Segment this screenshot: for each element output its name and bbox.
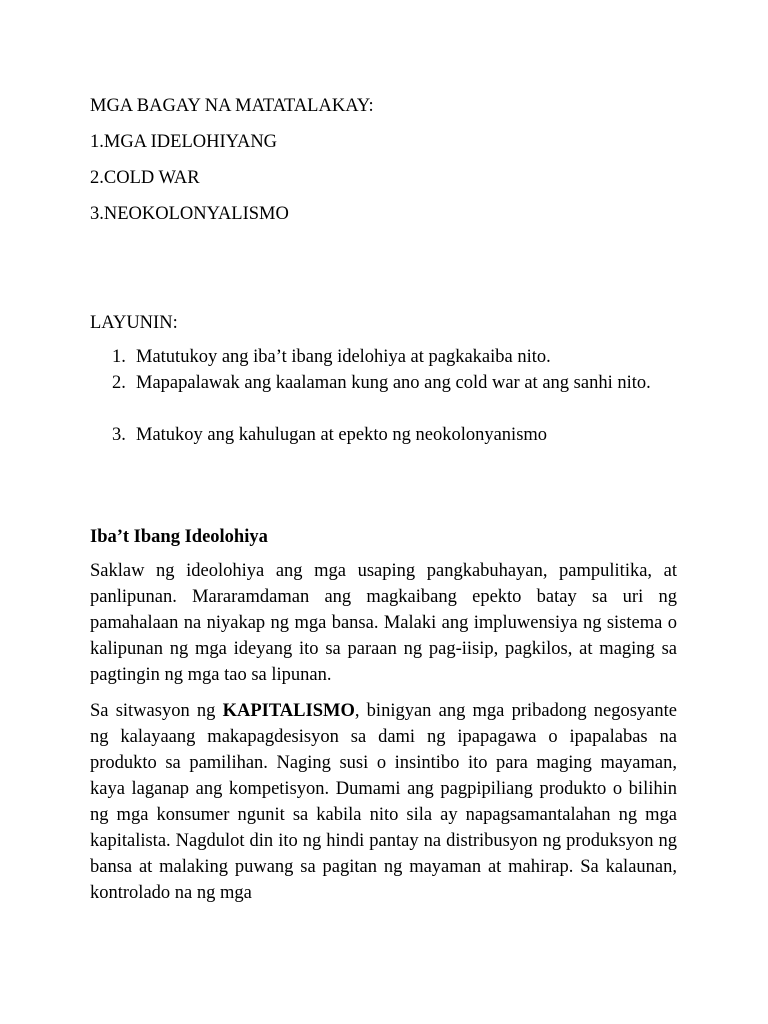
paragraph-2 <box>90 698 677 906</box>
paragraph-1: Saklaw ng ideolohiya ang mga usaping pangkabuhayan, pampulitika, at panlipunan. Mararamdaman ang magkaibang epekto batay sa uri ng pamahalaan na niyakap ng mga bansa. Malaki ang impluwensiya ng sistema o kalipunan ng mga ideyang ito sa paraan ng pag-iisip, pagkilos, at maging sa pagtingin ng mga tao sa lipunan. <box>90 561 677 685</box>
topic-item-2: 2.COLD WAR <box>90 168 200 188</box>
topics-heading: MGA BAGAY NA MATATALAKAY: <box>90 96 374 116</box>
objective-text: Mapapalawak ang kaalaman kung ano ang cold war at ang sanhi nito. <box>136 373 651 393</box>
kapitalismo-term: KAPITALISMO <box>222 701 355 721</box>
objective-text: Matukoy ang kahulugan at epekto ng neokolonyanismo <box>136 425 548 445</box>
topic-item-1: 1.MGA IDELOHIYANG <box>90 132 278 152</box>
objectives-heading: LAYUNIN: <box>90 313 178 333</box>
paragraph-2-rest: , binigyan ang mga pribadong negosyante ng kalayaang makapagdesisyon sa dami ng ipapagawa o ipapalabas na produkto sa pamilihan. Naging susi o insintibo ito para maging mayaman, kaya laganap ang kompetisyon. Dumami ang pagpipiliang produkto o bilihin ng mga konsumer ngunit sa kabila nito sila ay napagsamantalahan ng mga kapitalista. Nagdulot din ito ng hindi pantay na distribusyon ng produksyon ng bansa at malaking puwang sa pagitan ng mayaman at mahirap. Sa kalaunan, kontrolado na ng mga <box>90 701 677 903</box>
topic-item-3: 3.NEOKOLONYALISMO <box>90 204 289 224</box>
objective-number: 1. <box>112 347 126 367</box>
objective-number: 3. <box>112 425 126 445</box>
objective-text: Matutukoy ang iba’t ibang idelohiya at pagkakaiba nito. <box>136 347 551 367</box>
paragraph-2-start: Sa sitwasyon ng <box>90 701 223 721</box>
objective-number: 2. <box>112 373 126 393</box>
section-title: Iba’t Ibang Ideolohiya <box>90 527 268 547</box>
